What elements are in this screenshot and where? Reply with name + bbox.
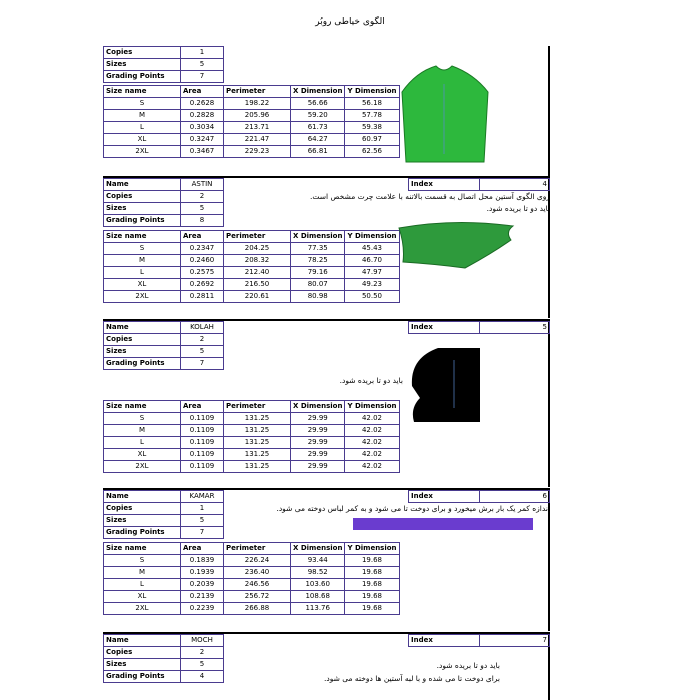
table-cell: 29.99: [291, 461, 345, 473]
table-cell: 59.38: [345, 122, 399, 134]
info-table: [103, 634, 224, 683]
size-table: [103, 542, 400, 615]
table-cell: 47.97: [345, 267, 399, 279]
table-cell: 226.24: [224, 555, 291, 567]
copies-label: Copies: [104, 334, 181, 346]
table-cell: 221.47: [224, 134, 291, 146]
column-header-area: Area: [181, 231, 224, 243]
sizes-value: 5: [181, 659, 224, 671]
size-table: [103, 230, 400, 303]
column-header-area: Area: [181, 86, 224, 98]
column-header-x: X Dimension: [291, 231, 345, 243]
table-row: [104, 291, 400, 303]
pattern-section-kamar: [103, 490, 550, 631]
column-header-x: X Dimension: [291, 86, 345, 98]
table-cell: S: [104, 413, 181, 425]
index-label: Index: [409, 491, 480, 503]
column-header-area: Area: [181, 401, 224, 413]
table-row: [104, 603, 400, 615]
table-cell: 66.81: [291, 146, 345, 158]
table-cell: 42.02: [345, 461, 399, 473]
column-header-perimeter: Perimeter: [224, 401, 291, 413]
table-cell: XL: [104, 591, 181, 603]
table-cell: M: [104, 567, 181, 579]
size-table: [103, 400, 400, 473]
column-header-area: Area: [181, 543, 224, 555]
table-cell: M: [104, 110, 181, 122]
table-cell: 0.1109: [181, 461, 224, 473]
table-cell: 77.35: [291, 243, 345, 255]
table-cell: 216.50: [224, 279, 291, 291]
table-cell: 61.73: [291, 122, 345, 134]
grading-label: Grading Points: [104, 71, 181, 83]
table-cell: 0.2039: [181, 579, 224, 591]
copies-label: Copies: [104, 47, 181, 59]
name-label: Name: [104, 635, 181, 647]
table-cell: 0.3467: [181, 146, 224, 158]
column-header-x: X Dimension: [291, 401, 345, 413]
table-cell: 205.96: [224, 110, 291, 122]
info-table: [103, 490, 224, 539]
table-row: [104, 134, 400, 146]
copies-label: Copies: [104, 191, 181, 203]
table-cell: L: [104, 267, 181, 279]
table-cell: XL: [104, 134, 181, 146]
table-cell: 19.68: [345, 603, 399, 615]
info-table: [103, 178, 224, 227]
table-cell: M: [104, 255, 181, 267]
table-cell: 50.50: [345, 291, 399, 303]
table-cell: 229.23: [224, 146, 291, 158]
pattern-section-1: [103, 46, 550, 176]
table-cell: 60.97: [345, 134, 399, 146]
index-label: Index: [409, 179, 480, 191]
table-row: [104, 555, 400, 567]
sizes-label: Sizes: [104, 346, 181, 358]
table-cell: 49.23: [345, 279, 399, 291]
table-cell: 266.88: [224, 603, 291, 615]
index-box: [408, 178, 550, 191]
grading-value: 4: [181, 671, 224, 683]
copies-value: 2: [181, 191, 224, 203]
table-cell: 0.2460: [181, 255, 224, 267]
table-cell: 0.2828: [181, 110, 224, 122]
column-header-size: Size name: [104, 543, 181, 555]
document-title: الگوی خیاطی روبُر: [315, 17, 385, 27]
section-border: [548, 321, 550, 487]
table-row: [104, 146, 400, 158]
note-text: روی الگوی آستین محل اتصال به قسمت بالاتنه با علامت چرت مشخص است.: [309, 192, 550, 201]
grading-label: Grading Points: [104, 527, 181, 539]
table-cell: 208.32: [224, 255, 291, 267]
table-row: [104, 110, 400, 122]
table-cell: 62.56: [345, 146, 399, 158]
table-cell: 2XL: [104, 461, 181, 473]
copies-value: 1: [181, 47, 224, 59]
name-label: Name: [104, 322, 181, 334]
table-cell: 98.52: [291, 567, 345, 579]
note-text: اندازه کمر یک بار برش میخورد و برای دوخت تا می شود و به کمر لباس دوخته می شود.: [276, 504, 550, 513]
table-cell: 42.02: [345, 425, 399, 437]
table-cell: 78.25: [291, 255, 345, 267]
sizes-label: Sizes: [104, 515, 181, 527]
table-cell: 93.44: [291, 555, 345, 567]
index-box: [408, 321, 550, 334]
table-cell: XL: [104, 279, 181, 291]
name-value: ASTIN: [181, 179, 224, 191]
table-cell: 0.1109: [181, 413, 224, 425]
note-text: باید دو تا بریده شود.: [436, 661, 500, 670]
pattern-section-moch: [103, 634, 550, 700]
size-table: [103, 85, 400, 158]
sizes-value: 5: [181, 515, 224, 527]
table-row: [104, 579, 400, 591]
info-table: [103, 321, 224, 370]
index-value: 6: [480, 491, 550, 503]
table-cell: 0.2239: [181, 603, 224, 615]
table-cell: 64.27: [291, 134, 345, 146]
column-header-y: Y Dimension: [345, 86, 399, 98]
grading-label: Grading Points: [104, 671, 181, 683]
table-cell: 204.25: [224, 243, 291, 255]
name-value: KAMAR: [181, 491, 224, 503]
table-cell: 56.66: [291, 98, 345, 110]
table-cell: 19.68: [345, 555, 399, 567]
column-header-size: Size name: [104, 86, 181, 98]
table-cell: 0.2628: [181, 98, 224, 110]
waistband-pattern-shape: [353, 518, 533, 530]
section-border: [548, 46, 550, 176]
table-row: [104, 461, 400, 473]
table-cell: 108.68: [291, 591, 345, 603]
column-header-perimeter: Perimeter: [224, 86, 291, 98]
copies-value: 2: [181, 647, 224, 659]
table-cell: 246.56: [224, 579, 291, 591]
table-cell: 131.25: [224, 437, 291, 449]
table-cell: XL: [104, 449, 181, 461]
table-cell: 56.18: [345, 98, 399, 110]
column-header-y: Y Dimension: [345, 543, 399, 555]
note-text: برای دوخت تا می شده و با لبه آستین ها دوخته می شود.: [324, 674, 500, 683]
index-label: Index: [409, 635, 480, 647]
grading-label: Grading Points: [104, 215, 181, 227]
grading-value: 7: [181, 527, 224, 539]
table-cell: S: [104, 98, 181, 110]
sizes-label: Sizes: [104, 659, 181, 671]
table-cell: 29.99: [291, 437, 345, 449]
pattern-section-astin: [103, 178, 550, 318]
name-label: Name: [104, 491, 181, 503]
table-cell: 57.78: [345, 110, 399, 122]
table-row: [104, 567, 400, 579]
column-header-size: Size name: [104, 231, 181, 243]
column-header-size: Size name: [104, 401, 181, 413]
table-row: [104, 279, 400, 291]
pattern-section-kolah: [103, 321, 550, 487]
table-cell: S: [104, 555, 181, 567]
table-cell: 131.25: [224, 413, 291, 425]
table-cell: 131.25: [224, 449, 291, 461]
copies-label: Copies: [104, 647, 181, 659]
table-cell: 79.16: [291, 267, 345, 279]
table-cell: 0.2575: [181, 267, 224, 279]
table-cell: L: [104, 579, 181, 591]
table-row: [104, 255, 400, 267]
table-cell: 0.1109: [181, 425, 224, 437]
table-cell: 0.3247: [181, 134, 224, 146]
index-box: [408, 490, 550, 503]
table-cell: L: [104, 437, 181, 449]
index-value: 5: [480, 322, 550, 334]
table-cell: 0.1109: [181, 449, 224, 461]
index-label: Index: [409, 322, 480, 334]
table-cell: 2XL: [104, 146, 181, 158]
index-value: 7: [480, 635, 550, 647]
copies-value: 1: [181, 503, 224, 515]
table-row: [104, 98, 400, 110]
table-row: [104, 591, 400, 603]
table-cell: 220.61: [224, 291, 291, 303]
table-cell: 80.98: [291, 291, 345, 303]
column-header-y: Y Dimension: [345, 401, 399, 413]
table-cell: 0.2347: [181, 243, 224, 255]
sizes-value: 5: [181, 346, 224, 358]
table-row: [104, 413, 400, 425]
table-cell: 0.3034: [181, 122, 224, 134]
column-header-y: Y Dimension: [345, 231, 399, 243]
table-cell: 42.02: [345, 449, 399, 461]
table-row: [104, 425, 400, 437]
table-cell: 0.1839: [181, 555, 224, 567]
table-cell: 29.99: [291, 449, 345, 461]
table-cell: 0.1939: [181, 567, 224, 579]
table-cell: M: [104, 425, 181, 437]
table-cell: 2XL: [104, 291, 181, 303]
name-value: KOLAH: [181, 322, 224, 334]
table-cell: 19.68: [345, 579, 399, 591]
column-header-x: X Dimension: [291, 543, 345, 555]
table-cell: 256.72: [224, 591, 291, 603]
table-cell: 59.20: [291, 110, 345, 122]
table-cell: 0.2692: [181, 279, 224, 291]
table-cell: 29.99: [291, 425, 345, 437]
table-cell: 212.40: [224, 267, 291, 279]
table-cell: 42.02: [345, 437, 399, 449]
grading-value: 7: [181, 358, 224, 370]
column-header-perimeter: Perimeter: [224, 543, 291, 555]
table-cell: 45.43: [345, 243, 399, 255]
info-table: [103, 46, 224, 83]
table-row: [104, 122, 400, 134]
table-cell: 0.2139: [181, 591, 224, 603]
grading-label: Grading Points: [104, 358, 181, 370]
table-row: [104, 243, 400, 255]
hood-pattern-shape: [408, 346, 482, 424]
note-text: باید دو تا بریده شود.: [339, 376, 403, 385]
index-value: 4: [480, 179, 550, 191]
grading-value: 7: [181, 71, 224, 83]
table-cell: 2XL: [104, 603, 181, 615]
table-cell: 131.25: [224, 461, 291, 473]
name-label: Name: [104, 179, 181, 191]
copies-label: Copies: [104, 503, 181, 515]
table-cell: L: [104, 122, 181, 134]
table-cell: 42.02: [345, 413, 399, 425]
table-cell: 19.68: [345, 591, 399, 603]
table-cell: 29.99: [291, 413, 345, 425]
table-cell: 19.68: [345, 567, 399, 579]
table-cell: 131.25: [224, 425, 291, 437]
table-row: [104, 437, 400, 449]
table-cell: 113.76: [291, 603, 345, 615]
table-row: [104, 267, 400, 279]
table-cell: 0.1109: [181, 437, 224, 449]
sizes-value: 5: [181, 59, 224, 71]
sizes-label: Sizes: [104, 59, 181, 71]
table-cell: 103.60: [291, 579, 345, 591]
index-box: [408, 634, 550, 647]
sizes-value: 5: [181, 203, 224, 215]
table-cell: 80.07: [291, 279, 345, 291]
table-cell: 198.22: [224, 98, 291, 110]
table-cell: S: [104, 243, 181, 255]
table-cell: 236.40: [224, 567, 291, 579]
table-row: [104, 449, 400, 461]
name-value: MOCH: [181, 635, 224, 647]
grading-value: 8: [181, 215, 224, 227]
table-cell: 46.70: [345, 255, 399, 267]
bodice-pattern-shape: [396, 64, 492, 164]
sizes-label: Sizes: [104, 203, 181, 215]
copies-value: 2: [181, 334, 224, 346]
column-header-perimeter: Perimeter: [224, 231, 291, 243]
table-cell: 0.2811: [181, 291, 224, 303]
note-text: باید دو تا بریده شود.: [486, 204, 550, 213]
sleeve-pattern-shape: [395, 216, 519, 272]
table-cell: 213.71: [224, 122, 291, 134]
